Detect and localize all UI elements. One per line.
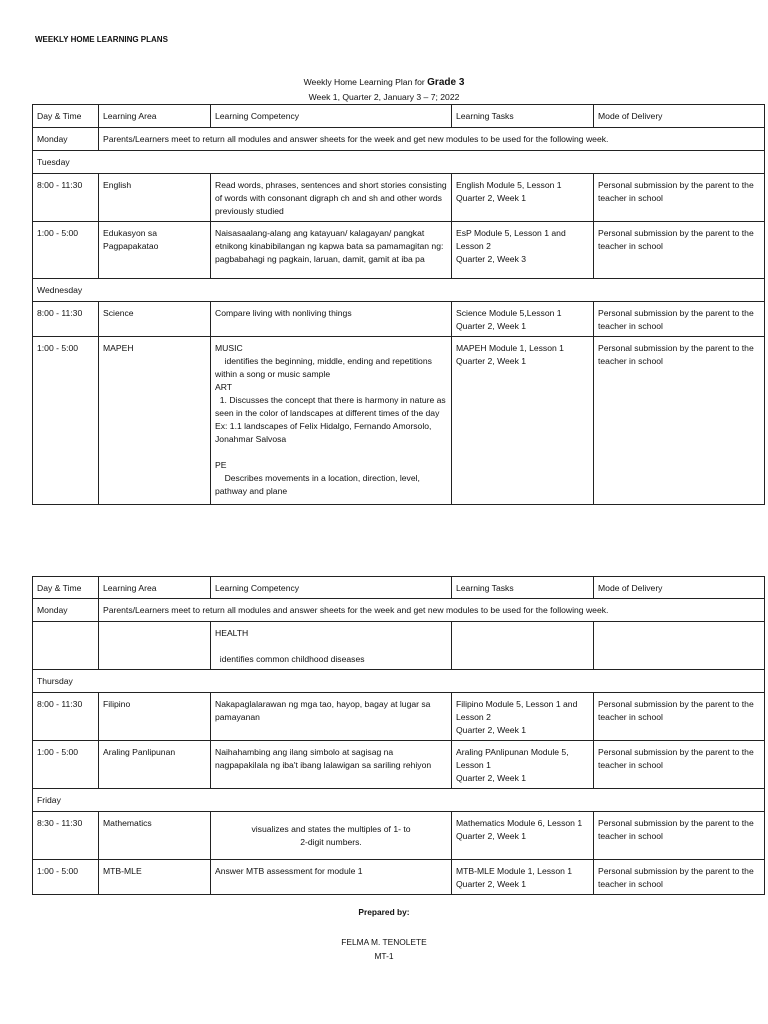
day-label: Wednesday — [33, 279, 765, 302]
tasks-cell: English Module 5, Lesson 1 Quarter 2, Week 1 — [452, 174, 594, 222]
grade-label: Grade 3 — [427, 77, 465, 88]
delivery-cell — [594, 622, 765, 670]
tasks-cell — [452, 622, 594, 670]
col-learning-area: Learning Area — [99, 105, 211, 128]
table-row — [33, 302, 765, 337]
plan-title — [0, 77, 768, 88]
prepared-by-label: Prepared by: — [358, 907, 410, 917]
table-row — [33, 337, 765, 505]
tasks-cell: Araling PAnlipunan Module 5, Lesson 1 Quarter 2, Week 1 — [452, 741, 594, 789]
plan-table-2 — [32, 576, 765, 895]
time-cell: 8:00 - 11:30 — [33, 302, 99, 337]
day-row — [33, 670, 765, 693]
health-competency: HEALTH identifies common childhood diseases — [211, 622, 452, 670]
delivery-cell: Personal submission by the parent to the teacher in school — [594, 174, 765, 222]
col-learning-competency: Learning Competency — [211, 577, 452, 599]
competency-cell: Read words, phrases, sentences and short stories consisting of words with consonant digraph ch and sh and other words previously studied — [211, 174, 452, 222]
monday-note: Parents/Learners meet to return all modules and answer sheets for the week and get new modules to be used for the following week. — [99, 128, 765, 151]
delivery-cell: Personal submission by the parent to the teacher in school — [594, 741, 765, 789]
col-learning-area: Learning Area — [99, 577, 211, 599]
area-cell: Edukasyon sa Pagpapakatao — [99, 222, 211, 279]
tasks-cell: Science Module 5,Lesson 1 Quarter 2, Week 1 — [452, 302, 594, 337]
day-row — [33, 279, 765, 302]
area-cell: Mathematics — [99, 812, 211, 860]
tasks-cell: EsP Module 5, Lesson 1 and Lesson 2 Quarter 2, Week 3 — [452, 222, 594, 279]
day-row — [33, 789, 765, 812]
competency-cell: Answer MTB assessment for module 1 — [211, 860, 452, 895]
col-mode-of-delivery: Mode of Delivery — [594, 577, 765, 599]
day-label: Friday — [33, 789, 765, 812]
day-label: Thursday — [33, 670, 765, 693]
delivery-cell: Personal submission by the parent to the teacher in school — [594, 222, 765, 279]
time-cell: 1:00 - 5:00 — [33, 860, 99, 895]
preparer-position: MT-1 — [374, 951, 394, 961]
monday-row — [33, 599, 765, 622]
day-label: Tuesday — [33, 151, 765, 174]
tasks-cell: Mathematics Module 6, Lesson 1 Quarter 2, Week 1 — [452, 812, 594, 860]
area-cell: MTB-MLE — [99, 860, 211, 895]
table-header-row — [33, 105, 765, 128]
competency-cell: Compare living with nonliving things — [211, 302, 452, 337]
tasks-cell: MAPEH Module 1, Lesson 1 Quarter 2, Week 1 — [452, 337, 594, 505]
table-row — [33, 622, 765, 670]
col-day-time: Day & Time — [33, 105, 99, 128]
tasks-cell: Filipino Module 5, Lesson 1 and Lesson 2 Quarter 2, Week 1 — [452, 693, 594, 741]
document-header: WEEKLY HOME LEARNING PLANS — [35, 35, 168, 44]
col-day-time: Day & Time — [33, 577, 99, 599]
table-row — [33, 741, 765, 789]
area-cell: English — [99, 174, 211, 222]
area-cell: Filipino — [99, 693, 211, 741]
time-cell — [33, 622, 99, 670]
time-cell: 8:00 - 11:30 — [33, 174, 99, 222]
time-cell: 1:00 - 5:00 — [33, 741, 99, 789]
area-cell — [99, 622, 211, 670]
table-row — [33, 860, 765, 895]
table-row — [33, 174, 765, 222]
delivery-cell: Personal submission by the parent to the teacher in school — [594, 812, 765, 860]
time-cell: 1:00 - 5:00 — [33, 222, 99, 279]
competency-cell: Nakapaglalarawan ng mga tao, hayop, bagay at lugar sa pamayanan — [211, 693, 452, 741]
time-cell: 8:00 - 11:30 — [33, 693, 99, 741]
table-header-row — [33, 577, 765, 599]
delivery-cell: Personal submission by the parent to the teacher in school — [594, 860, 765, 895]
competency-cell: Naihahambing ang ilang simbolo at sagisag na nagpapakilala ng iba't ibang lalawigan sa sariling rehiyon — [211, 741, 452, 789]
col-learning-tasks: Learning Tasks — [452, 105, 594, 128]
week-line: Week 1, Quarter 2, January 3 – 7; 2022 — [308, 92, 460, 102]
table-row — [33, 812, 765, 860]
day-row — [33, 151, 765, 174]
competency-cell: Naisasaalang-alang ang katayuan/ kalagayan/ pangkat etnikong kinabibilangan ng kapwa bata sa pamamagitan ng: pagbabahagi ng pagkain, laruan, damit, gamit at iba pa — [211, 222, 452, 279]
col-learning-competency: Learning Competency — [211, 105, 452, 128]
delivery-cell: Personal submission by the parent to the teacher in school — [594, 337, 765, 505]
monday-row — [33, 128, 765, 151]
day-label: Monday — [33, 128, 99, 151]
day-label: Monday — [33, 599, 99, 622]
title-prefix: Weekly Home Learning Plan for — [303, 77, 428, 87]
preparer-name: FELMA M. TENOLETE — [341, 937, 427, 947]
time-cell: 8:30 - 11:30 — [33, 812, 99, 860]
col-learning-tasks: Learning Tasks — [452, 577, 594, 599]
delivery-cell: Personal submission by the parent to the teacher in school — [594, 302, 765, 337]
monday-note: Parents/Learners meet to return all modules and answer sheets for the week and get new modules to be used for the following week. — [99, 599, 765, 622]
table-row — [33, 222, 765, 279]
time-cell: 1:00 - 5:00 — [33, 337, 99, 505]
col-mode-of-delivery: Mode of Delivery — [594, 105, 765, 128]
area-cell: Science — [99, 302, 211, 337]
competency-cell: MUSIC identifies the beginning, middle, ending and repetitions within a song or music sample ART 1. Discusses the concept that there is harmony in nature as seen in the color of landscapes at different times of the day Ex: 1.1 landscapes of Felix Hidalgo, Fernando Amorsolo, Jonahmar Salvosa PE Describes movements in a location, direction, level, pathway and plane — [211, 337, 452, 505]
competency-cell: visualizes and states the multiples of 1- to 2-digit numbers. — [211, 812, 452, 860]
tasks-cell: MTB-MLE Module 1, Lesson 1 Quarter 2, Week 1 — [452, 860, 594, 895]
plan-table-1 — [32, 104, 765, 505]
table-row — [33, 693, 765, 741]
area-cell: Araling Panlipunan — [99, 741, 211, 789]
delivery-cell: Personal submission by the parent to the teacher in school — [594, 693, 765, 741]
area-cell: MAPEH — [99, 337, 211, 505]
